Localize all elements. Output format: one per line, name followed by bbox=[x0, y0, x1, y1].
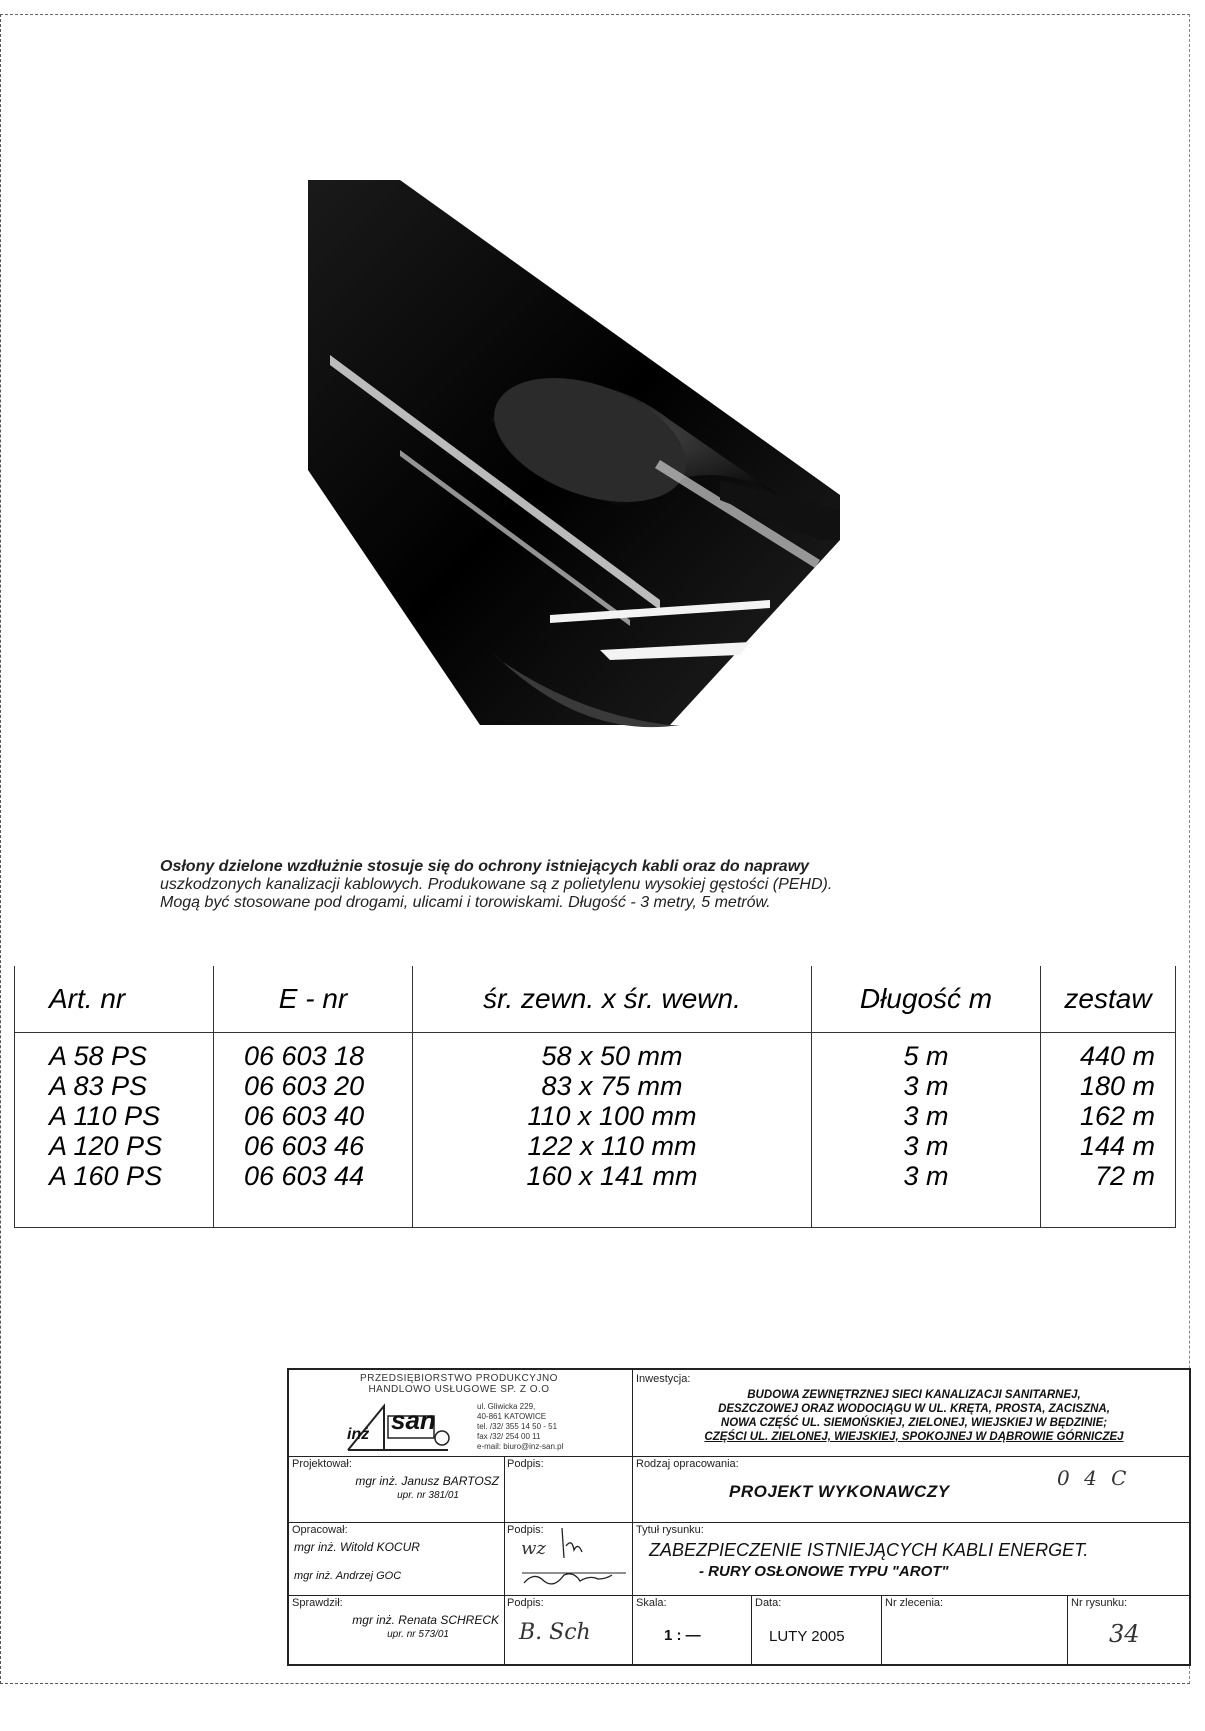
table-cell: 3 m bbox=[903, 1071, 949, 1101]
table-header-row bbox=[15, 966, 1176, 1033]
logo-sub-text: inż bbox=[347, 1426, 370, 1443]
e-nr-column bbox=[214, 1033, 413, 1228]
table-cell: 06 603 46 bbox=[244, 1131, 365, 1161]
table-cell: 58 x 50 mm bbox=[541, 1041, 683, 1071]
header-diameters: śr. zewn. x śr. wewn. bbox=[413, 966, 812, 1033]
investment-line: NOWA CZĘŚĆ UL. SIEMOŃSKIEJ, ZIELONEJ, WIEJSKIEJ W BĘDZINIE; bbox=[720, 1417, 1108, 1429]
frame-top-border bbox=[0, 14, 1190, 15]
table-cell: 162 m bbox=[1079, 1101, 1155, 1131]
header-length: Długość m bbox=[812, 966, 1041, 1033]
address-line: ul. Gliwicka 229, bbox=[477, 1402, 536, 1411]
investment-line: DESZCZOWEJ ORAZ WODOCIĄGU W UL. KRĘTA, PROSTA, ZACISZNA, bbox=[718, 1403, 1110, 1415]
checked-signature-label: Podpis: bbox=[507, 1597, 544, 1609]
table-cell: A 120 PS bbox=[49, 1131, 163, 1161]
table-cell: 3 m bbox=[903, 1101, 949, 1131]
company-address bbox=[477, 1402, 563, 1452]
address-line: tel. /32/ 355 14 50 - 51 bbox=[477, 1422, 558, 1431]
document-type: PROJEKT WYKONAWCZY bbox=[729, 1482, 950, 1501]
art-nr-column bbox=[15, 1033, 214, 1228]
table-cell: 122 x 110 mm bbox=[527, 1131, 697, 1161]
investment-line: CZĘŚCI UL. ZIELONEJ, WIEJSKIEJ, SPOKOJNEJ W DĄBROWIE GÓRNICZEJ bbox=[704, 1431, 1124, 1443]
header-set: zestaw bbox=[1041, 966, 1176, 1033]
document-type-label: Rodzaj opracowania: bbox=[636, 1458, 739, 1470]
table-cell: 06 603 18 bbox=[244, 1041, 365, 1071]
signature-wz: wz bbox=[521, 1538, 546, 1559]
company-name-line-2: HANDLOWO USŁUGOWE SP. Z O.O bbox=[368, 1384, 550, 1395]
address-line: fax /32/ 254 00 11 bbox=[477, 1432, 541, 1441]
address-line: 40-861 KATOWICE bbox=[477, 1412, 547, 1421]
table-cell: 144 m bbox=[1079, 1131, 1155, 1161]
designer-signature-label: Podpis: bbox=[507, 1458, 544, 1470]
scale-label: Skala: bbox=[636, 1597, 667, 1609]
checked-label: Sprawdził: bbox=[292, 1597, 343, 1609]
company-name bbox=[329, 1373, 589, 1395]
table-cell: 3 m bbox=[903, 1161, 949, 1191]
frame-left-border bbox=[0, 14, 1, 1684]
prepared-signature-label: Podpis: bbox=[507, 1524, 544, 1536]
table-cell: 06 603 44 bbox=[244, 1161, 365, 1191]
description-line-1: Osłony dzielone wzdłużnie stosuje się do ochrony istniejących kabli oraz do naprawy bbox=[160, 858, 810, 875]
order-number-label: Nr zlecenia: bbox=[885, 1597, 944, 1609]
table-cell: A 58 PS bbox=[49, 1041, 148, 1071]
set-column bbox=[1041, 1033, 1176, 1228]
table-cell: 06 603 20 bbox=[244, 1071, 365, 1101]
drawing-title-line-1: ZABEZPIECZENIE ISTNIEJĄCYCH KABLI ENERGET. bbox=[649, 1540, 1089, 1560]
designer-name: mgr inż. Janusz BARTOSZ bbox=[355, 1474, 499, 1488]
investment-label: Inwestycja: bbox=[636, 1373, 691, 1385]
drawing-number: 34 bbox=[1109, 1620, 1140, 1648]
designer-license: upr. nr 381/01 bbox=[397, 1490, 459, 1501]
cable-cover-pipe-photo bbox=[300, 180, 860, 740]
table-cell: 160 x 141 mm bbox=[526, 1161, 698, 1191]
frame-bottom-border bbox=[0, 1683, 1190, 1684]
drawing-title-label: Tytuł rysunku: bbox=[636, 1524, 704, 1536]
table-body-row bbox=[15, 1033, 1176, 1228]
date-value: LUTY 2005 bbox=[769, 1628, 845, 1645]
logo-text: san bbox=[391, 1405, 436, 1435]
header-e-nr: E - nr bbox=[214, 966, 413, 1033]
table-cell: 72 m bbox=[1094, 1161, 1155, 1191]
investment-description bbox=[639, 1388, 1189, 1444]
table-cell: A 160 PS bbox=[49, 1161, 163, 1191]
address-line: e-mail: biuro@inz-san.pl bbox=[477, 1442, 564, 1451]
table-cell: 440 m bbox=[1079, 1041, 1155, 1071]
handwritten-signature bbox=[504, 1528, 629, 1594]
table-cell: 06 603 40 bbox=[244, 1101, 365, 1131]
table-cell: A 110 PS bbox=[49, 1101, 161, 1131]
product-table bbox=[14, 966, 1176, 1228]
scale-value: 1 : — bbox=[664, 1627, 701, 1644]
table-cell: 83 x 75 mm bbox=[541, 1071, 683, 1101]
signature-schreck: B. Sch bbox=[519, 1620, 591, 1645]
product-description bbox=[160, 858, 1060, 912]
description-line-2: uszkodzonych kanalizacji kablowych. Produkowane są z polietylenu wysokiej gęstości (PEHD). bbox=[160, 876, 833, 893]
table-cell: 180 m bbox=[1079, 1071, 1155, 1101]
prepared-label: Opracował: bbox=[292, 1524, 348, 1536]
company-name-line-1: PRZEDSIĘBIORSTWO PRODUKCYJNO bbox=[360, 1373, 558, 1384]
diameters-column bbox=[413, 1033, 812, 1228]
table-cell: A 83 PS bbox=[49, 1071, 148, 1101]
designer-label: Projektował: bbox=[292, 1458, 352, 1470]
table-cell: 3 m bbox=[903, 1131, 949, 1161]
length-column bbox=[812, 1033, 1041, 1228]
header-art-nr: Art. nr bbox=[15, 966, 214, 1033]
investment-line: BUDOWA ZEWNĘTRZNEJ SIECI KANALIZACJI SANITARNEJ, bbox=[747, 1389, 1081, 1401]
checked-name: mgr inż. Renata SCHRECK bbox=[352, 1613, 499, 1627]
date-label: Data: bbox=[755, 1597, 782, 1609]
drawing-number-label: Nr rysunku: bbox=[1071, 1597, 1128, 1609]
table-cell: 5 m bbox=[903, 1041, 949, 1071]
description-line-3: Mogą być stosowane pod drogami, ulicami i torowiskami. Długość - 3 metry, 5 metrów. bbox=[160, 894, 771, 911]
table-cell: 110 x 100 mm bbox=[527, 1101, 697, 1131]
document-mark: 0 4 C bbox=[1057, 1466, 1131, 1490]
checked-license: upr. nr 573/01 bbox=[387, 1629, 449, 1640]
prepared-name-1: mgr inż. Witold KOCUR bbox=[294, 1540, 420, 1554]
drawing-title-line-2: - RURY OSŁONOWE TYPU "AROT" bbox=[699, 1563, 949, 1580]
drawing-title-block bbox=[287, 1368, 1191, 1666]
prepared-name-2: mgr inż. Andrzej GOC bbox=[294, 1570, 402, 1582]
